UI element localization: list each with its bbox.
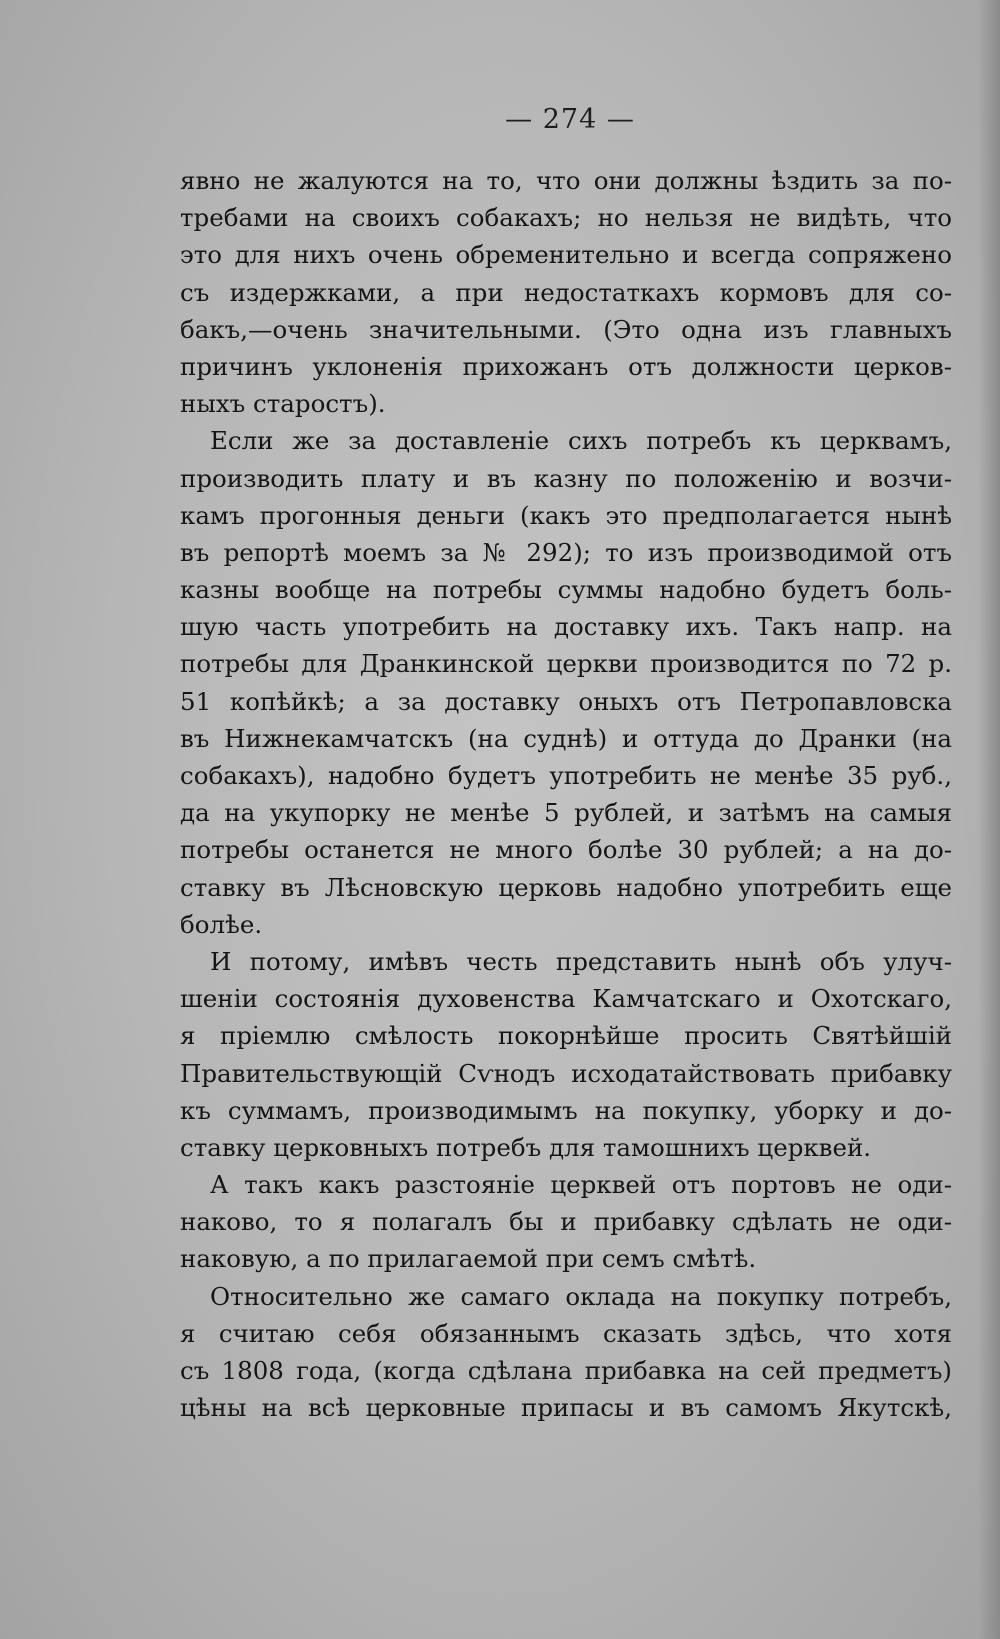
text-line: Правительствующій Сѵнодъ исходатайствовать прибавку	[180, 1058, 952, 1088]
text-line: шую часть употребить на доставку ихъ. Такъ напр. на	[180, 612, 952, 642]
text-line: И потому, имѣвъ честь представить нынѣ объ улуч-	[210, 946, 952, 976]
text-line: наково, то я полагалъ бы и прибавку сдѣлать не оди-	[180, 1207, 952, 1237]
page-edge-shadow	[978, 0, 1000, 1639]
text-line: да на укупорку не менѣе 5 рублей, и затѣмъ на самыя	[180, 798, 952, 828]
text-line: шеніи состоянія духовенства Камчатскаго и Охотскаго,	[180, 984, 952, 1014]
text-line: требами на своихъ собакахъ; но нельзя не видѣть, что	[180, 203, 952, 233]
text-line: потребы останется не много болѣе 30 рублей; а на до-	[180, 835, 952, 865]
text-line: я пріемлю смѣлость покорнѣйше просить Святѣйшій	[180, 1021, 952, 1051]
text-line: 51 копѣйкѣ; а за доставку оныхъ отъ Петропавловска	[180, 686, 952, 716]
text-line: я считаю себя обязаннымъ сказать здѣсь, что хотя	[180, 1318, 952, 1348]
text-line: это для нихъ очень обременительно и всегда сопряжено	[180, 240, 952, 270]
body-text	[180, 162, 952, 1426]
text-line: А такъ какъ разстояніе церквей отъ портовъ не оди-	[210, 1170, 952, 1200]
text-line: камъ прогонныя деньги (какъ это предполагается нынѣ	[180, 500, 952, 530]
text-line: цѣны на всѣ церковные припасы и въ самомъ Якутскѣ,	[180, 1393, 952, 1423]
text-line: явно не жалуются на то, что они должны ѣздить за по-	[180, 166, 952, 195]
text-line: ныхъ старостъ).	[180, 389, 386, 419]
text-line: Если же за доставленіе сихъ потребъ къ церквамъ,	[210, 426, 952, 456]
text-line: въ репортѣ моемъ за № 292); то изъ производимой отъ	[180, 537, 952, 567]
text-line: съ издержками, а при недостаткахъ кормовъ для со-	[180, 277, 952, 307]
text-line: потребы для Дранкинской церкви производится по 72 р.	[180, 649, 952, 679]
text-line: наковую, а по прилагаемой при семъ смѣтѣ.	[180, 1244, 757, 1274]
text-line: собакахъ), надобно будетъ употребить не менѣе 35 руб.,	[180, 761, 952, 790]
text-line: производить плату и въ казну по положенію и возчи-	[180, 463, 952, 493]
text-line: ставку церковныхъ потребъ для тамошнихъ церквей.	[180, 1132, 872, 1162]
text-line: бакъ,—очень значительными. (Это одна изъ главныхъ	[180, 314, 952, 344]
text-line: съ 1808 года, (когда сдѣлана прибавка на сей предметъ)	[180, 1356, 952, 1385]
text-line: ставку въ Лѣсновскую церковь надобно употребить еще	[180, 872, 952, 902]
text-line: причинъ уклоненія прихожанъ отъ должности церков-	[180, 351, 952, 381]
text-line: къ суммамъ, производимымъ на покупку, уборку и до-	[180, 1095, 952, 1125]
text-line: болѣе.	[180, 909, 263, 939]
page-number: — 274 —	[505, 104, 635, 135]
text-line: Относительно же самаго оклада на покупку потребъ,	[210, 1281, 952, 1311]
text-line: казны вообще на потребы суммы надобно будетъ боль-	[180, 575, 952, 605]
text-line: въ Нижнекамчатскъ (на суднѣ) и оттуда до Дранки (на	[180, 723, 952, 753]
